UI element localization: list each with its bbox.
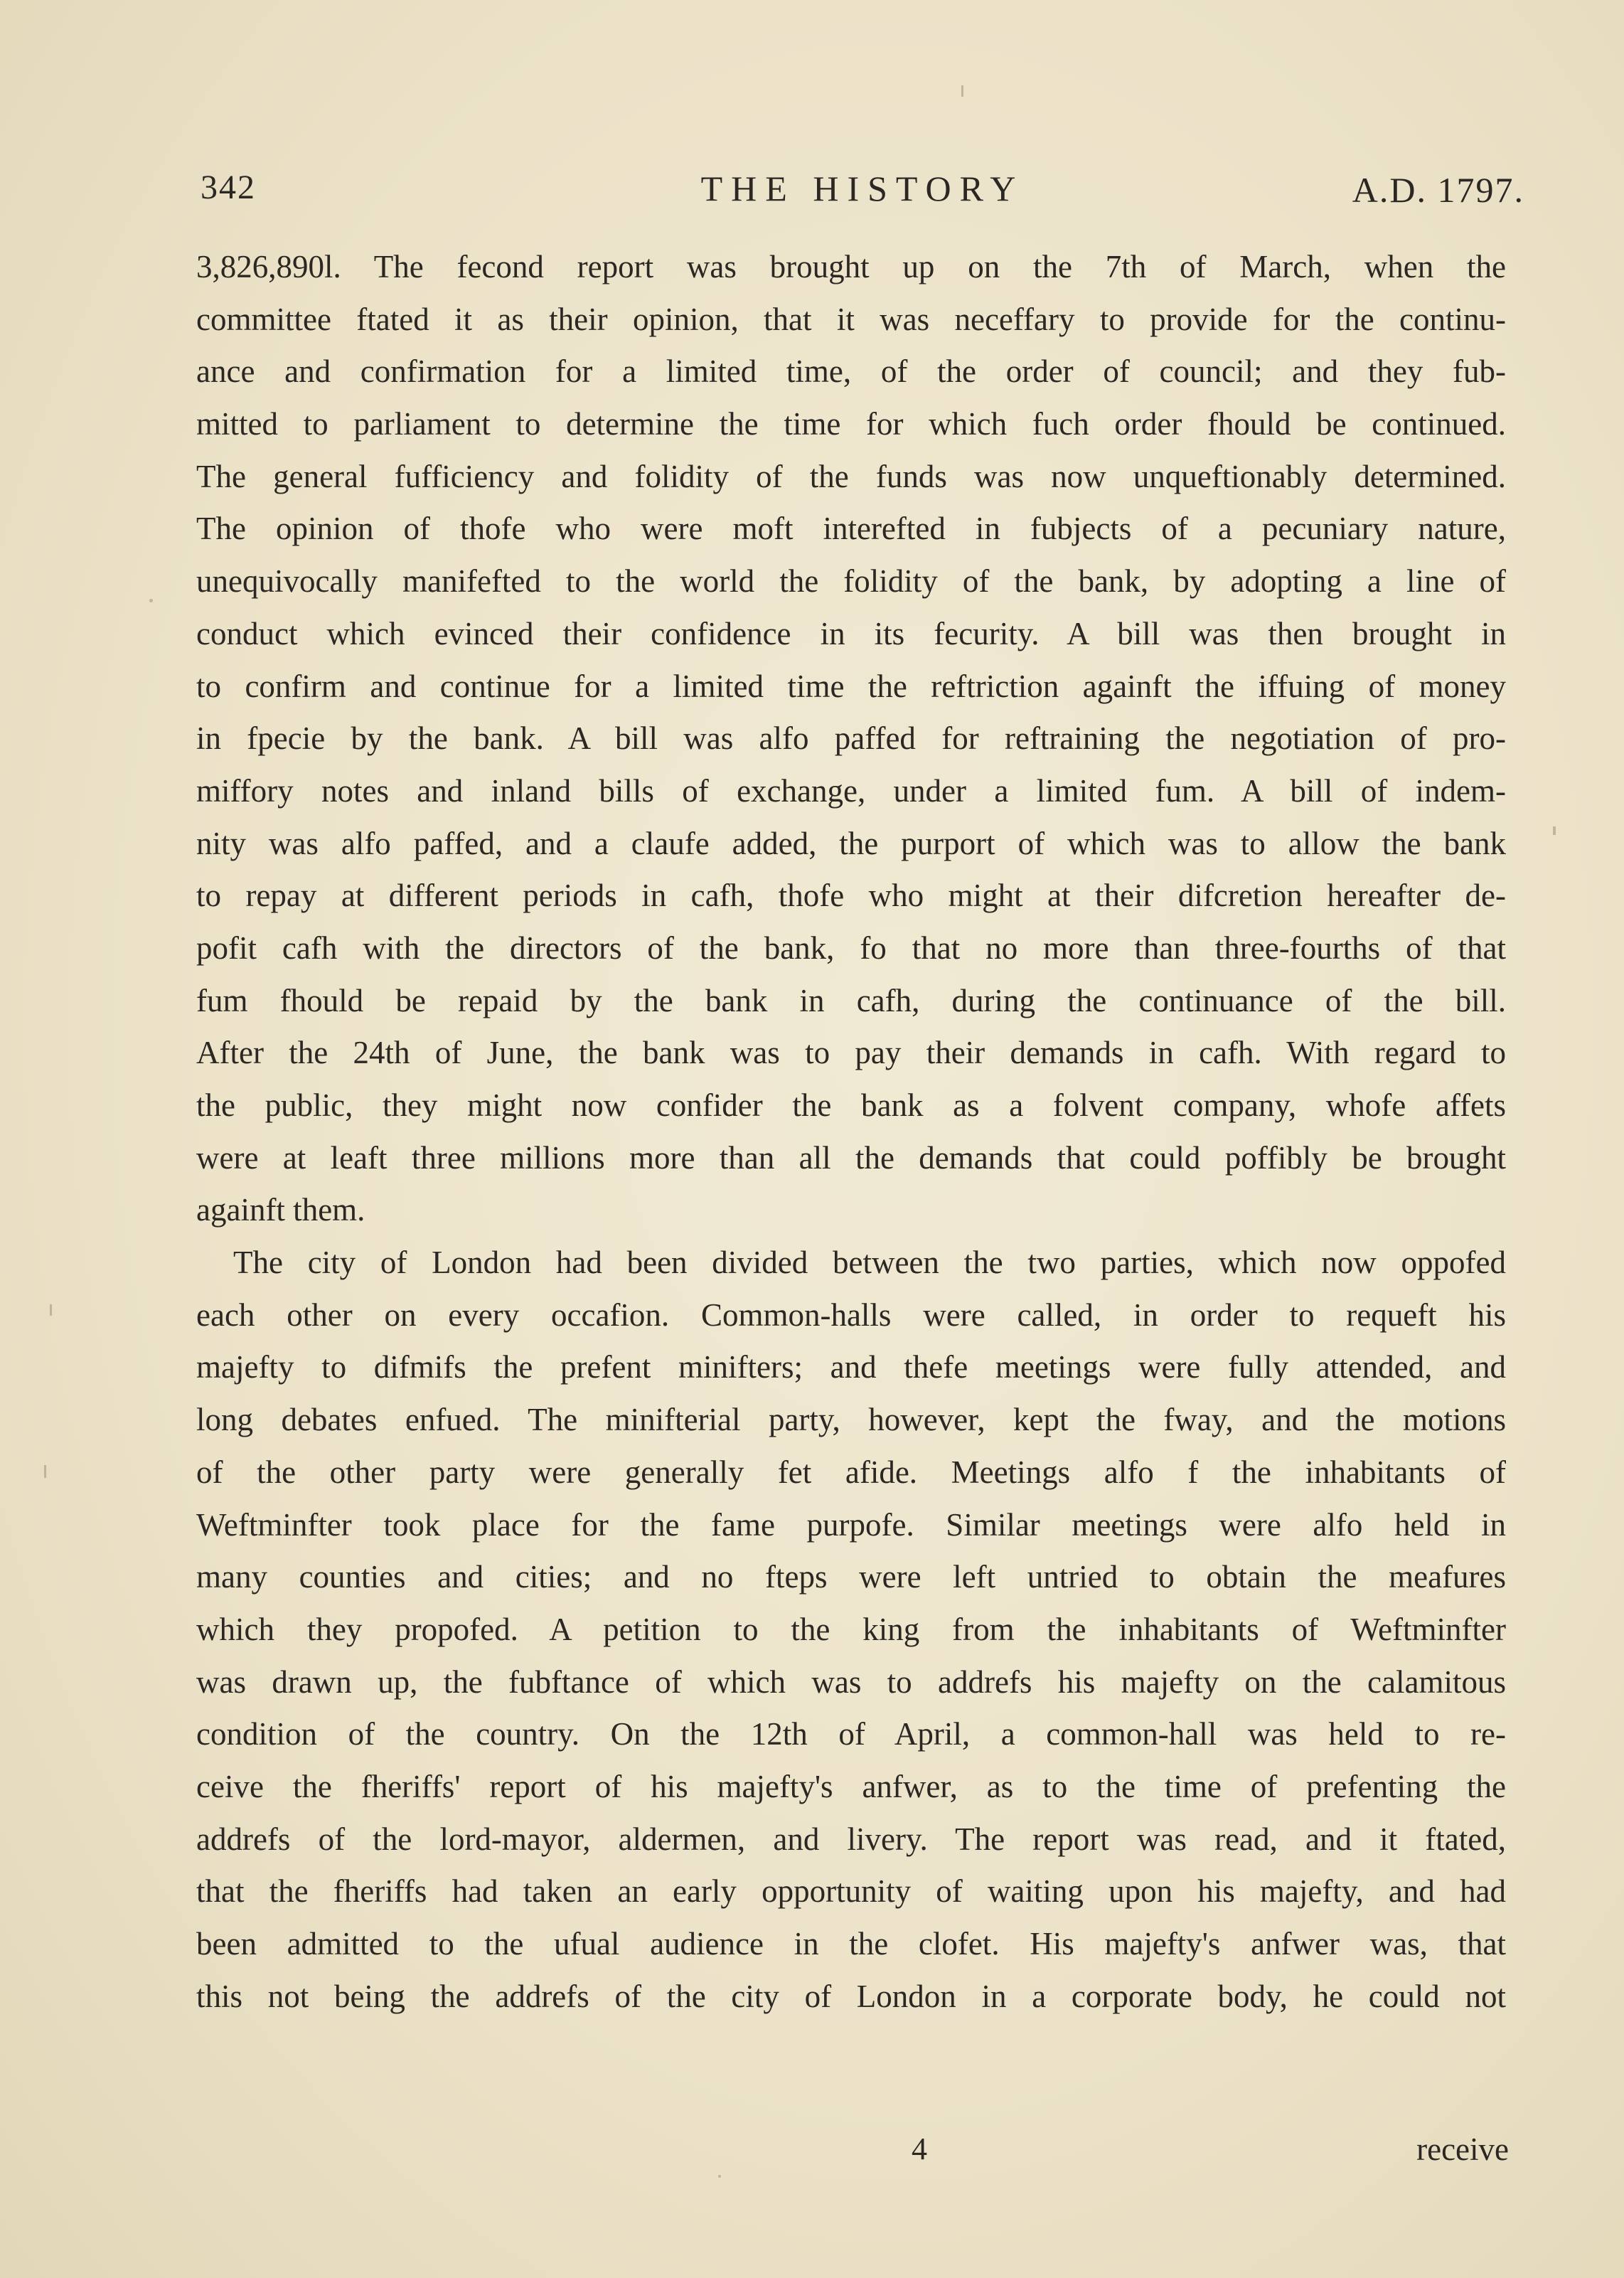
running-title: THE HISTORY	[700, 169, 1025, 208]
text-line: Weftminfter took place for the fame purpofe. Similar meetings were alfo held in	[196, 1506, 1506, 1543]
text-line: 3,826,890l. The fecond report was brought up on the 7th of March, when the	[196, 249, 1506, 284]
text-line: were at leaft three millions more than all the demands that could poffibly be brought	[196, 1139, 1506, 1176]
text-line: each other on every occafion. Common-halls were called, in order to requeft his	[196, 1297, 1506, 1333]
text-line: miffory notes and inland bills of exchange, under a limited fum. A bill of indem-	[196, 772, 1506, 809]
text-line: in fpecie by the bank. A bill was alfo paffed for reftraining the negotiation of pro-	[196, 720, 1506, 757]
text-line: been admitted to the ufual audience in the clofet. His majefty's anfwer was, that	[196, 1926, 1506, 1962]
text-line: was drawn up, the fubftance of which was to addrefs his majefty on the calamitous	[196, 1664, 1506, 1700]
text-line: ceive the fheriffs' report of his majefty's anfwer, as to the time of prefenting the	[196, 1768, 1506, 1804]
page-footer	[201, 2131, 1509, 2181]
text-line: which they propofed. A petition to the king from the inhabitants of Weftminfter	[196, 1611, 1506, 1647]
catchword: receive	[1416, 2131, 1509, 2167]
text-line: to confirm and continue for a limited time the reftriction againft the iffuing of money	[196, 668, 1506, 704]
text-line: againft them.	[196, 1192, 365, 1228]
stray-mark	[1553, 826, 1556, 835]
text-line: After the 24th of June, the bank was to pay their demands in cafh. With regard to	[196, 1035, 1506, 1071]
text-line: long debates enfued. The minifterial party, however, kept the fway, and the motions	[196, 1402, 1506, 1438]
text-line: majefty to difmifs the prefent minifters; and thefe meetings were fully attended, and	[196, 1349, 1506, 1385]
text-line: nity was alfo paffed, and a claufe added, the purport of which was to allow the bank	[196, 825, 1506, 861]
text-line: condition of the country. On the 12th of April, a common-hall was held to re-	[196, 1716, 1506, 1752]
page-number: 342	[201, 169, 256, 206]
text-line: conduct which evinced their confidence in its fecurity. A bill was then brought in	[196, 615, 1506, 651]
text-line: this not being the addrefs of the city of London in a corporate body, he could not	[196, 1978, 1506, 2014]
text-line: The general fufficiency and folidity of the funds was now unqueftionably determined.	[196, 458, 1506, 494]
stray-mark	[149, 599, 153, 602]
text-line: The opinion of thofe who were moft interefted in fubjects of a pecuniary nature,	[196, 511, 1506, 547]
text-line: to repay at different periods in cafh, thofe who might at their difcretion hereafter de-	[196, 878, 1506, 914]
body-text	[196, 241, 1506, 2023]
text-line: many counties and cities; and no fteps were left untried to obtain the meafures	[196, 1559, 1506, 1595]
text-line: mitted to parliament to determine the time for which fuch order fhould be continued.	[196, 406, 1506, 442]
paragraph-start-line: The city of London had been divided between the two parties, which now oppofed	[233, 1245, 1506, 1281]
text-line: ance and confirmation for a limited time, of the order of council; and they fub-	[196, 353, 1506, 390]
year-heading: A.D. 1797.	[1352, 170, 1524, 210]
stray-mark	[44, 1465, 46, 1478]
text-line: the public, they might now confider the bank as a folvent company, whofe affets	[196, 1087, 1506, 1123]
text-line: unequivocally manifefted to the world the folidity of the bank, by adopting a line of	[196, 563, 1506, 600]
text-line: pofit cafh with the directors of the bank, fo that no more than three-fourths of that	[196, 930, 1506, 966]
stray-mark	[961, 85, 963, 97]
text-line: fum fhould be repaid by the bank in cafh, during the continuance of the bill.	[196, 982, 1506, 1018]
running-header	[201, 168, 1524, 218]
stray-mark	[50, 1304, 52, 1316]
stray-mark	[718, 2175, 721, 2178]
text-line: committee ftated it as their opinion, that it was neceffary to provide for the continu-	[196, 301, 1506, 337]
text-line: that the fheriffs had taken an early opportunity of waiting upon his majefty, and had	[196, 1873, 1506, 1910]
text-line: of the other party were generally fet afide. Meetings alfo f the inhabitants of	[196, 1454, 1506, 1490]
signature-mark: 4	[912, 2131, 927, 2166]
text-line: addrefs of the lord-mayor, aldermen, and livery. The report was read, and it ftated,	[196, 1821, 1506, 1857]
